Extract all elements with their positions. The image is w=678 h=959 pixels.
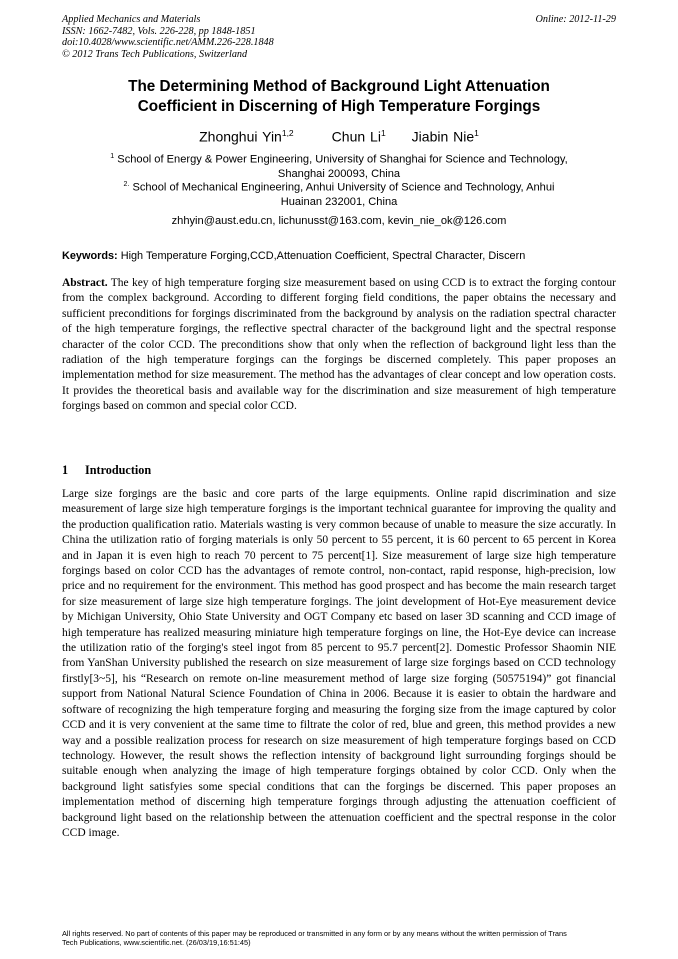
- affiliation-line: Huainan 232001, China: [280, 195, 398, 208]
- issn-line: ISSN: 1662-7482, Vols. 226-228, pp 1848-1851: [62, 25, 256, 37]
- author-emails: zhhyin@aust.edu.cn, lichunusst@163.com, kevin_nie_ok@126.com: [171, 215, 507, 227]
- journal-name: Applied Mechanics and Materials: [62, 14, 201, 25]
- keywords-text: High Temperature Forging,CCD,Attenuation Coefficient, Spectral Character, Discern: [120, 250, 526, 262]
- introduction-paragraph: Large size forgings are the basic and core parts of the large equipments. Online rapid discrimination and size measurement of large size high temperature forgings is the important technical guarantee for improving the quality and the production qualification ratio. Materials wasting is very common because of unable to measure the size accuratly. In China the utilization ratio of forging materials is only 50 percent to 55 percent, it is 60 percent to 65 percent in Korea and in Japan it is even high to reach 70 percent to 75 percent[1]. Size measurement of large size high temperature forgings based on color CCD has the advantages of remote control, non-contact, rapid response, high-precision, low price and no requirement for the environment. This method has good prospect and has become the main research target for size measurement of large size high temperature forgings. The joint development of Hot-Eye measurement device by Michigan University, Ohio State University and OGT Company etc based on laser 3D scanning and CCD image of high temperature has realized measuring miniature high temperature forgings on line, the Hot-Eye device can increase the utilization ratio of the forging's steel ingot from 85 percent to 95.7 percent[2]. Domestic Professor Shaomin NIE from YanShan University published the research on size measurement of large size forgings based on CCD technology firstly[3~5], his “Research on remote on-line measurement method of large size forging (50575194)” got financial support from National Natural Science Foundation of China in 2006. Because it is easier to obtain the hardware and software of recognizing the high temperature forging and measuring the forging size from the image captured by color CCD and it is very convenient at the same time to filtrate the color of red, blue and green, this method provides a new way and a possible realization process for research on size measurement of high temperature forgings based on CCD technology. However, the result shows the reflection intensity of background light surrounding forgings should be suitable enough when analyzing the image of high temperature forgings obtained by color CCD. Only when the background light satisfyies some special conditions that can the forgings be discerned. This paper proposes an implementation method of discerning high temperature forgings through adjusting the attenuation coefficient of background light based on the relationship between the attenuation coefficient and the spectral response in the color CCD image.: [62, 488, 616, 839]
- author-name: Chun Li: [331, 128, 381, 145]
- section-heading: [62, 463, 151, 478]
- affiliation-line: Shanghai 200093, China: [277, 167, 401, 180]
- author-affiliation-mark: 1: [380, 128, 386, 138]
- abstract: [62, 276, 616, 415]
- abstract-label: Abstract.: [62, 277, 108, 289]
- author-name: Zhonghui Yin: [199, 128, 282, 145]
- affiliation-line: School of Energy & Power Engineering, University of Shanghai for Science and Technology,: [117, 153, 568, 166]
- online-date: Online: 2012-11-29: [535, 14, 616, 25]
- copyright-line: © 2012 Trans Tech Publications, Switzerland: [62, 48, 248, 60]
- affiliation-line: School of Mechanical Engineering, Anhui University of Science and Technology, Anhui: [132, 181, 555, 194]
- author-affiliation-mark: 1: [474, 128, 479, 138]
- keywords-label: Keywords:: [62, 250, 118, 262]
- section-number: 1: [62, 463, 69, 477]
- footer-line: Tech Publications, www.scientific.net. (26/03/19,16:51:45): [62, 938, 251, 947]
- title-line-1: The Determining Method of Background Light Attenuation: [128, 78, 550, 95]
- affiliation-mark: 1: [110, 153, 115, 160]
- copyright-footer: [62, 929, 616, 947]
- doi-line: doi:10.4028/www.scientific.net/AMM.226-228.1848: [62, 37, 274, 49]
- affiliation-mark: 2.: [123, 181, 130, 188]
- journal-header: [62, 14, 616, 60]
- author-affiliation-mark: 1,2: [281, 128, 294, 138]
- section-title: Introduction: [85, 463, 152, 477]
- title-line-2: Coefficient in Discerning of High Temperature Forgings: [137, 98, 541, 115]
- paper-title: [62, 77, 616, 117]
- affiliation-1: [62, 150, 616, 181]
- footer-line: All rights reserved. No part of contents of this paper may be reproduced or transmitted in any form or by any means without the written permission of Trans: [62, 929, 567, 938]
- author-list: [62, 124, 616, 146]
- keywords: [62, 249, 622, 263]
- abstract-text: The key of high temperature forging size measurement based on using CCD is to extract the forging contour from the complex background. According to different forging field conditions, the paper obtains the necessary and sufficient preconditions for forgings discriminated from the background by analysis on the radiation spectral character of the high temperature forgings, the reflective spectral character of the background light and the spectral response character of the color CCD. The preconditions show that only when the reflection of background light less than the radiation of the high temperature forgings can the forgings be discerned completely. This paper proposes an implementation method for size measurement. The method has the advantages of clear concept and low operation costs. It provides the theoretical basis and available way for the discrimination and size measurement of high temperature forgings based on common and special color CCD.: [62, 277, 616, 413]
- author-name: Jiabin Nie: [411, 128, 475, 145]
- affiliation-2: [62, 178, 616, 209]
